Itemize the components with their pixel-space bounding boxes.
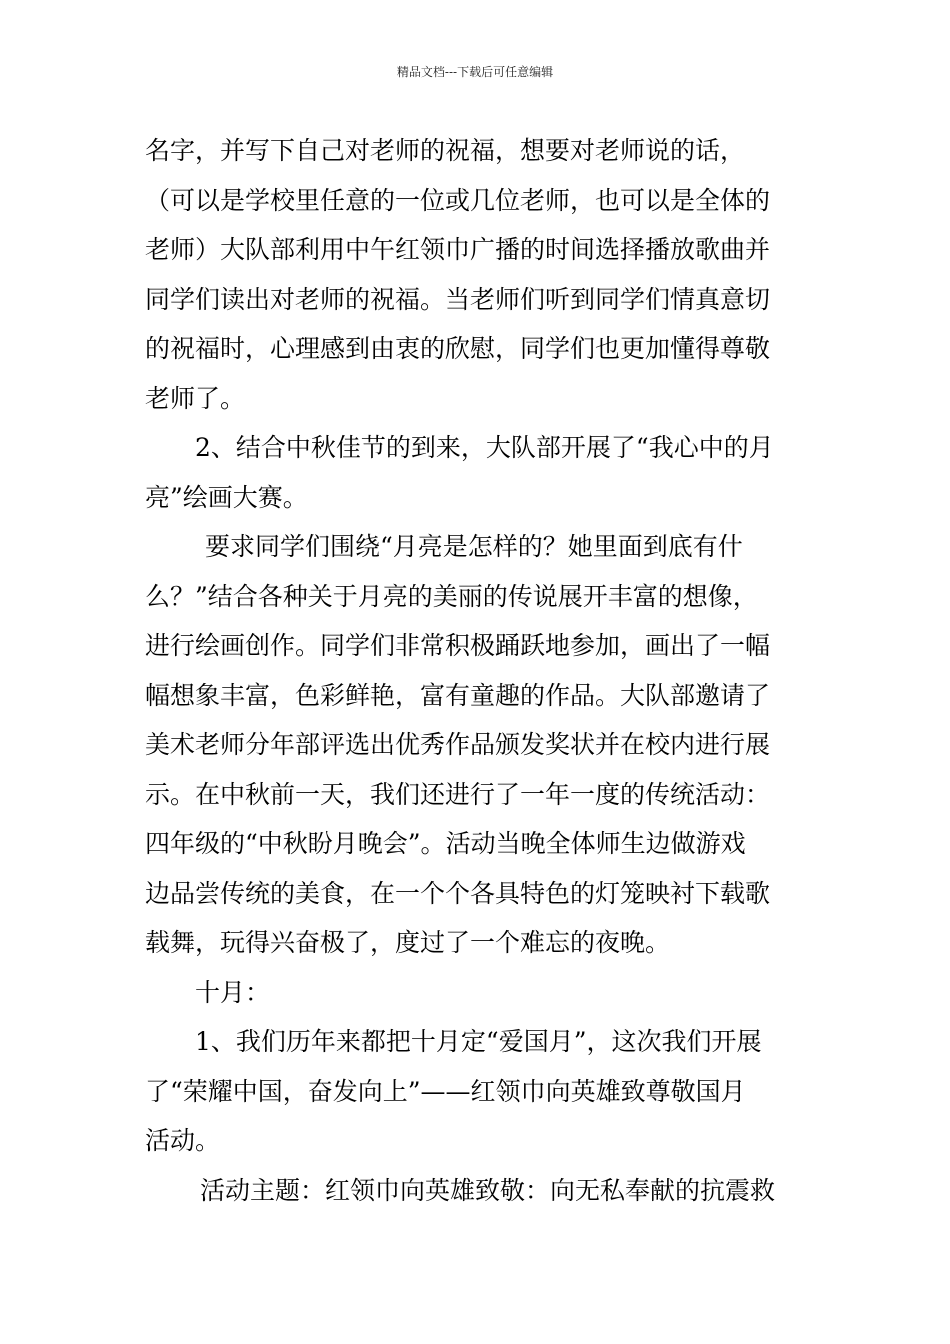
text-line: 老师了。: [145, 383, 246, 413]
text-line: （可以是学校里任意的一位或几位老师，也可以是全体的: [145, 185, 771, 215]
text-line: 十月：: [195, 977, 271, 1007]
text-line: 要求同学们围绕“月亮是怎样的？她里面到底有什: [205, 532, 743, 561]
text-line: 么？”结合各种关于月亮的美丽的传说展开丰富的想像，: [145, 581, 758, 611]
text-line: 活动。: [145, 1126, 221, 1155]
text-line: 的祝福时，心理感到由衷的欣慰，同学们也更加懂得尊敬: [145, 334, 771, 363]
text-line: 了“荣耀中国，奋发向上”——红领巾向英雄致尊敬国月: [145, 1076, 746, 1106]
text-line: 活动主题：红领巾向英雄致敬：向无私奉献的抗震救: [200, 1175, 776, 1205]
page-header: 精品文档---下载后可任意编辑: [396, 65, 554, 79]
text-line: 老师）大队部利用中午红领巾广播的时间选择播放歌曲并: [145, 235, 771, 264]
document-body: [145, 126, 810, 1215]
paragraph-moon-requirements: [145, 522, 810, 968]
text-line: 名字，并写下自己对老师的祝福，想要对老师说的话，: [145, 136, 746, 165]
text-line: 2、结合中秋佳节的到来，大队部开展了“我心中的月: [195, 433, 774, 462]
text-line: 幅想象丰富，色彩鲜艳，富有童趣的作品。大队部邀请了: [145, 680, 771, 710]
text-line: 亮”绘画大赛。: [145, 482, 308, 512]
paragraph-moon-contest: [145, 423, 810, 522]
text-line: 边品尝传统的美食，在一个个各具特色的灯笼映衬下载歌: [145, 878, 771, 908]
text-line: 同学们读出对老师的祝福。当老师们听到同学们情真意切: [145, 284, 771, 314]
text-line: 美术老师分年部评选出优秀作品颁发奖状并在校内进行展: [145, 730, 771, 759]
text-line: 进行绘画创作。同学们非常积极踊跃地参加，画出了一幅: [145, 631, 771, 660]
paragraph-teacher-blessing: [145, 126, 810, 423]
text-line: 示。在中秋前一天，我们还进行了一年一度的传统活动：: [145, 779, 771, 809]
text-line: 载舞，玩得兴奋极了，度过了一个难忘的夜晚。: [145, 928, 671, 957]
paragraph-october-heading: [145, 968, 810, 1018]
text-line: 1、我们历年来都把十月定“爱国月”，这次我们开展: [195, 1027, 762, 1056]
paragraph-patriotic-month: [145, 1017, 810, 1166]
text-line: 四年级的“中秋盼月晚会”。活动当晚全体师生边做游戏: [145, 829, 746, 858]
paragraph-activity-theme: [145, 1166, 810, 1216]
